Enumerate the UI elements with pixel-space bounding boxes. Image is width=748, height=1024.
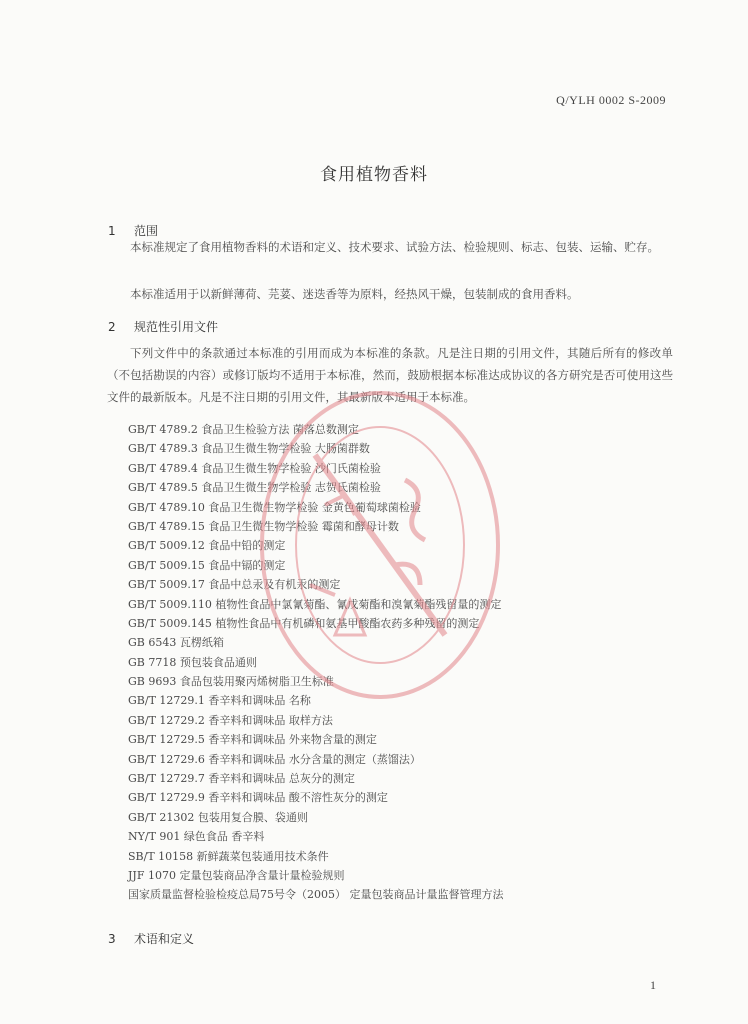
reference-item: GB/T 4789.10 食品卫生微生物学检验 金黄色葡萄球菌检验: [128, 500, 421, 514]
section-title: 规范性引用文件: [134, 320, 219, 334]
reference-item: GB/T 4789.5 食品卫生微生物学检验 志贺氏菌检验: [128, 481, 381, 495]
reference-item: GB 6543 瓦楞纸箱: [128, 636, 224, 650]
reference-item: 国家质量监督检验检疫总局75号令（2005） 定量包装商品计量监督管理方法: [128, 888, 504, 902]
reference-item: GB/T 5009.12 食品中铅的测定: [128, 539, 286, 553]
reference-item: GB/T 5009.110 植物性食品中氯氰菊酯、氰戊菊酯和溴氰菊酯残留量的测定: [128, 597, 502, 611]
page-number: 1: [650, 978, 656, 992]
section-1-paragraph-1: 本标准规定了食用植物香料的术语和定义、技术要求、试验方法、检验规则、标志、包装、运输、贮存。: [130, 240, 659, 254]
reference-item: GB 7718 预包装食品通则: [128, 655, 257, 669]
reference-item: GB/T 12729.1 香辛料和调味品 名称: [128, 694, 311, 708]
section-number: 2: [108, 320, 116, 334]
reference-item: GB/T 4789.4 食品卫生微生物学检验 沙门氏菌检验: [128, 461, 381, 475]
section-3-heading: [108, 930, 194, 947]
section-2-heading: [108, 318, 218, 335]
reference-item: NY/T 901 绿色食品 香辛料: [128, 830, 265, 844]
reference-item: GB/T 5009.17 食品中总汞及有机汞的测定: [128, 578, 341, 592]
reference-item: GB/T 4789.2 食品卫生检验方法 菌落总数测定: [128, 423, 359, 436]
reference-item: GB/T 21302 包装用复合膜、袋通则: [128, 810, 308, 824]
section-title: 范围: [134, 224, 159, 238]
document-title: 食用植物香料: [320, 165, 428, 185]
reference-item: SB/T 10158 新鲜蔬菜包装通用技术条件: [128, 849, 329, 863]
reference-item: JJF 1070 定量包装商品净含量计量检验规则: [128, 868, 345, 882]
reference-item: GB/T 4789.15 食品卫生微生物学检验 霉菌和酵母计数: [128, 519, 399, 533]
reference-list: [128, 420, 504, 905]
section-number: 3: [108, 932, 116, 946]
reference-item: GB/T 12729.2 香辛料和调味品 取样方法: [128, 713, 333, 727]
reference-item: GB/T 12729.5 香辛料和调味品 外来物含量的测定: [128, 733, 377, 747]
reference-item: GB/T 12729.7 香辛料和调味品 总灰分的测定: [128, 772, 355, 786]
section-2-paragraph-1: 下列文件中的条款通过本标准的引用而成为本标准的条款。凡是注日期的引用文件，其随后所有的修改单（不包括勘误的内容）或修订版均不适用于本标准，然而，鼓励根据本标准达成协议的各方研究是否可使用这些文件的最新版本。凡是不注日期的引用文件，其最新版本适用于本标准。: [107, 346, 673, 404]
reference-item: GB/T 12729.9 香辛料和调味品 酸不溶性灰分的测定: [128, 791, 388, 805]
section-title: 术语和定义: [134, 932, 195, 946]
reference-item: GB/T 5009.145 植物性食品中有机磷和氨基甲酸酯农药多种残留的测定: [128, 616, 480, 630]
reference-item: GB 9693 食品包装用聚丙烯树脂卫生标准: [128, 675, 334, 689]
standard-code: Q/YLH 0002 S-2009: [556, 93, 666, 107]
reference-item: GB/T 5009.15 食品中镉的测定: [128, 558, 286, 572]
section-number: 1: [108, 224, 116, 238]
section-1-paragraph-2: 本标准适用于以新鲜薄荷、芫荽、迷迭香等为原料，经热风干燥，包装制成的食用香料。: [130, 287, 579, 301]
reference-item: GB/T 4789.3 食品卫生微生物学检验 大肠菌群数: [128, 442, 370, 456]
reference-item: GB/T 12729.6 香辛料和调味品 水分含量的测定（蒸馏法）: [128, 752, 421, 766]
